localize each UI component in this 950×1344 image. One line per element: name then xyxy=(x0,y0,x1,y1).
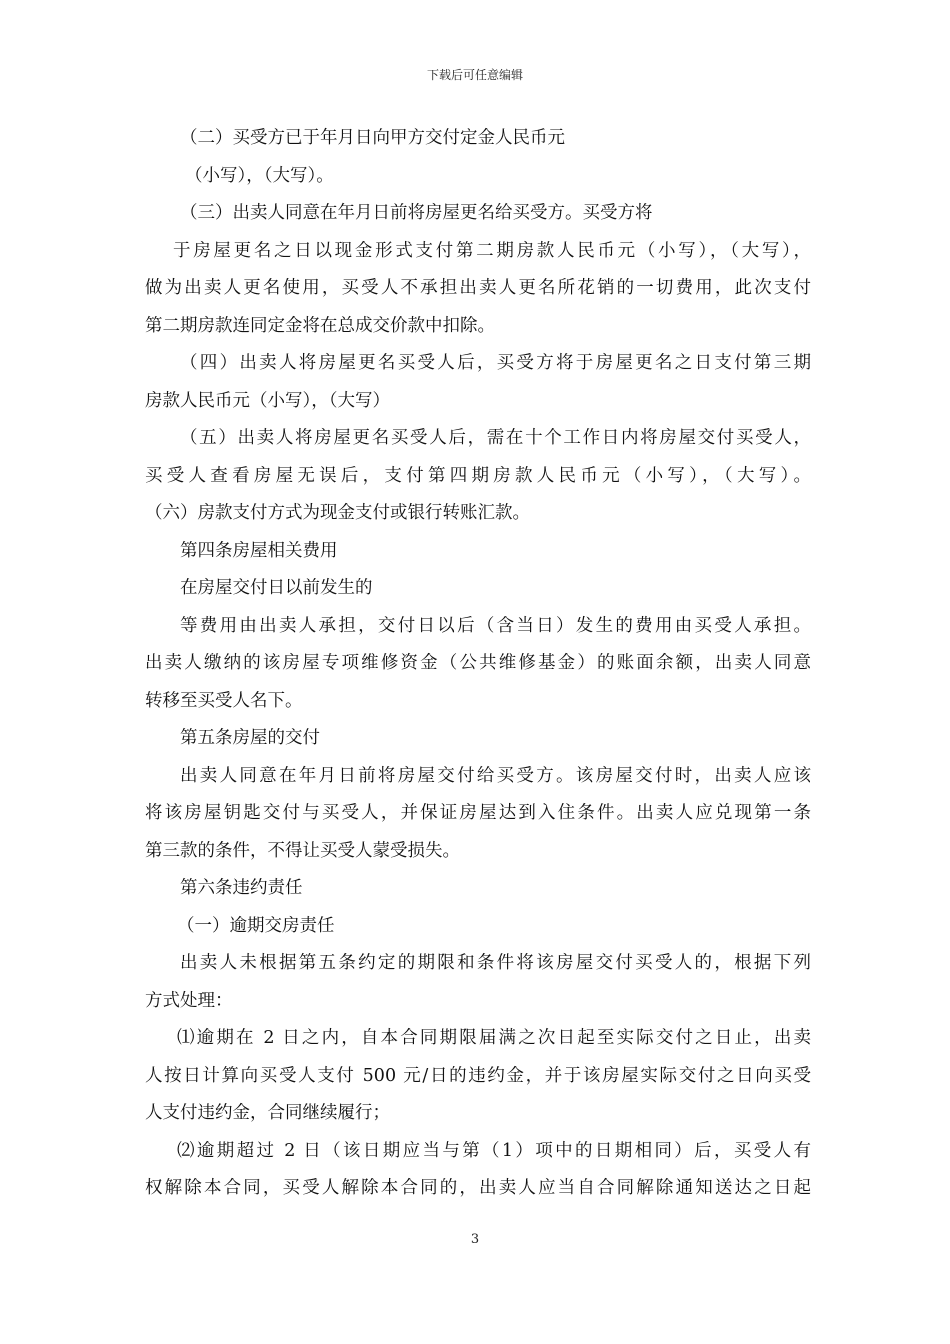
page-header: 下载后可任意编辑 xyxy=(426,68,523,82)
paragraph-line: 第三款的条件，不得让买受人蒙受损失。 xyxy=(145,840,460,861)
paragraph-line: 于房屋更名之日以现金形式支付第二期房款人民币元（小写），（大写）， xyxy=(173,240,811,261)
paragraph-line: 做为出卖人更名使用，买受人不承担出卖人更名所花销的一切费用，此次支付 xyxy=(145,278,811,298)
paragraph-line: 将该房屋钥匙交付与买受人，并保证房屋达到入住条件。出卖人应兑现第一条 xyxy=(145,803,811,823)
section-heading: 第六条违约责任 xyxy=(180,878,303,898)
section-heading: 第四条房屋相关费用 xyxy=(180,540,338,561)
paragraph-line: ⑴逾期在 2 日之内，自本合同期限届满之次日起至实际交付之日止，出卖 xyxy=(177,1028,811,1048)
paragraph-line: 人按日计算向买受人支付 500 元/日的违约金，并于该房屋实际交付之日向买受 xyxy=(145,1065,811,1086)
paragraph-line: 买受人查看房屋无误后，支付第四期房款人民币元（小写），（大写）。 xyxy=(145,465,811,486)
paragraph-line: ⑵逾期超过 2 日（该日期应当与第（1）项中的日期相同）后，买受人有 xyxy=(177,1140,811,1161)
paragraph-line: （三）出卖人同意在年月日前将房屋更名给买受方。买受方将 xyxy=(180,203,653,223)
paragraph-line: （六）房款支付方式为现金支付或银行转账汇款。 xyxy=(145,503,530,523)
paragraph-line: 出卖人同意在年月日前将房屋交付给买受方。该房屋交付时，出卖人应该 xyxy=(180,765,811,786)
subsection-heading: （一）逾期交房责任 xyxy=(177,915,335,936)
paragraph-line: 出卖人缴纳的该房屋专项维修资金（公共维修基金）的账面余额，出卖人同意 xyxy=(145,653,811,673)
paragraph-line: 人支付违约金，合同继续履行； xyxy=(145,1103,390,1123)
paragraph-line: 在房屋交付日以前发生的 xyxy=(180,578,373,598)
paragraph-line: （四）出卖人将房屋更名买受人后，买受方将于房屋更名之日支付第三期 xyxy=(180,353,811,373)
paragraph-line: 第二期房款连同定金将在总成交价款中扣除。 xyxy=(145,315,495,336)
paragraph-line: 方式处理： xyxy=(145,990,233,1011)
paragraph-line: 房款人民币元（小写），（大写） xyxy=(145,390,390,411)
paragraph-line: 权解除本合同，买受人解除本合同的，出卖人应当自合同解除通知送达之日起 xyxy=(145,1178,811,1198)
page-number: 3 xyxy=(470,1232,480,1247)
paragraph-line: （五）出卖人将房屋更名买受人后，需在十个工作日内将房屋交付买受人， xyxy=(180,428,811,448)
paragraph-line: 转移至买受人名下。 xyxy=(145,690,303,711)
document-body xyxy=(145,120,811,1208)
paragraph-line: 等费用由出卖人承担，交付日以后（含当日）发生的费用由买受人承担。 xyxy=(180,615,811,636)
section-heading: 第五条房屋的交付 xyxy=(180,728,320,748)
paragraph-line: （小写），（大写）。 xyxy=(185,165,334,186)
paragraph-line: 出卖人未根据第五条约定的期限和条件将该房屋交付买受人的，根据下列 xyxy=(180,953,811,973)
paragraph-line: （二）买受方已于年月日向甲方交付定金人民币元 xyxy=(180,128,565,148)
